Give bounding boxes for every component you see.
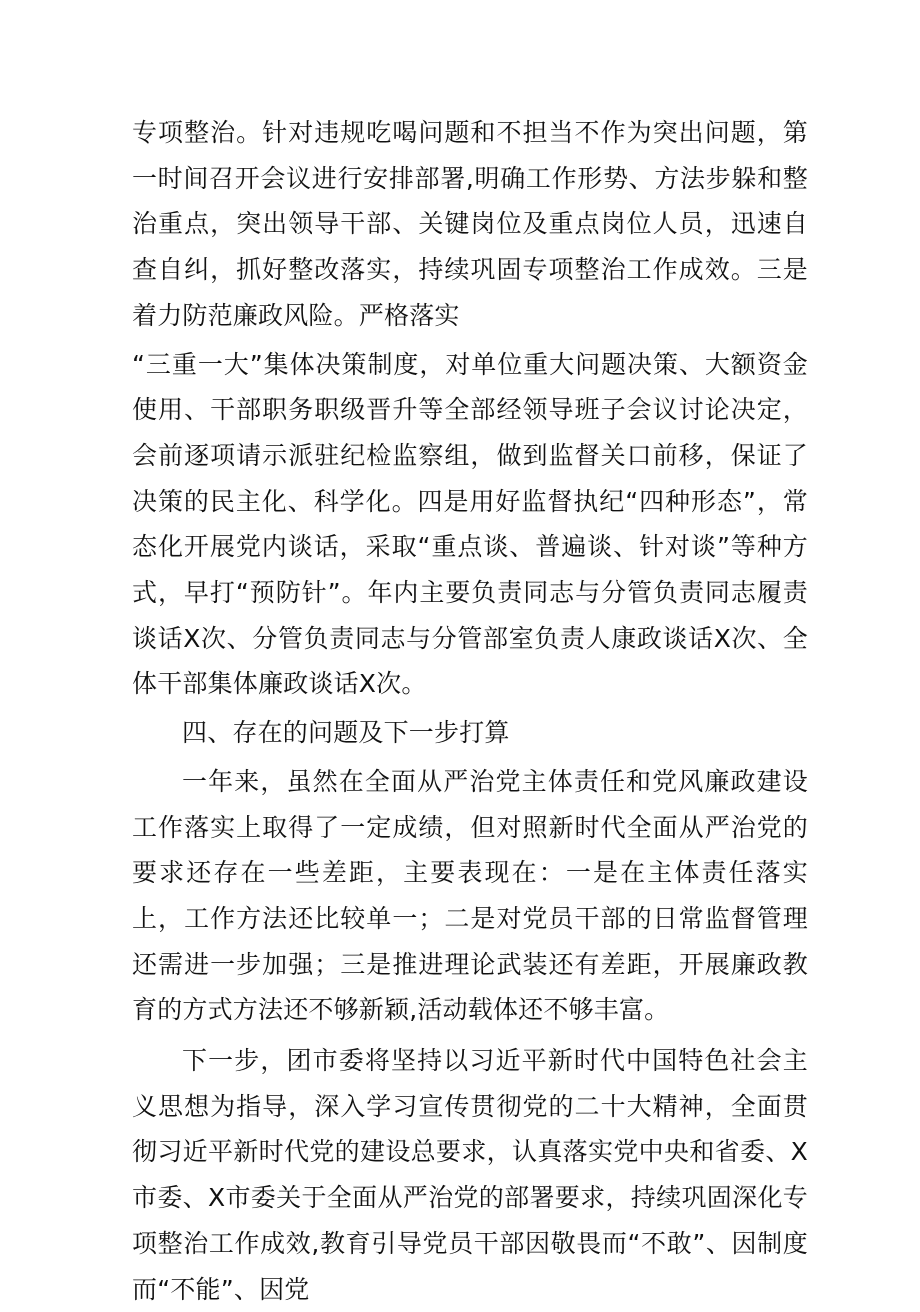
paragraph-decision-system: “三重一大”集体决策制度，对单位重大问题决策、大额资金使用、干部职务职级晋升等全部经领导班子会议讨论决定，会前逐项请示派驻纪检监察组，做到监督关口前移，保证了决策的民主化、科学化。四是用好监督执纪“四种形态”，常态化开展党内谈话，采取“重点谈、普遍谈、针对谈”等种方式，早打“预防针”。年内主要负责同志与分管负责同志履责谈话X次、分管负责同志与分管部室负责人康政谈话X次、全体干部集体廉政谈话X次。 bbox=[132, 349, 808, 699]
document-body bbox=[132, 110, 808, 1312]
section-heading-problems-and-plans: 四、存在的问题及下一步打算 bbox=[182, 718, 510, 748]
paragraph-special-rectification: 专项整治。针对违规吃喝问题和不担当不作为突出问题，第一时间召开会议进行安排部署,明确工作形势、方法步躲和整治重点，突出领导干部、关键岗位及重点岗位人员，迅速自查自纠，抓好整改落实，持续巩固专项整治工作成效。三是着力防范廉政风险。严格落实 bbox=[132, 118, 808, 330]
paragraph-next-steps: 下一步，团市委将坚持以习近平新时代中国特色社会主义思想为指导，深入学习宣传贯彻党的二十大精神，全面贯彻习近平新时代党的建设总要求，认真落实党中央和省委、X市委、X市委关于全面从严治党的部署要求，持续巩固深化专项整治工作成效,教育引导党员干部因敬畏而“不敢”、因制度而“不能”、因党 bbox=[132, 1046, 808, 1304]
paragraph-existing-problems: 一年来，虽然在全面从严治党主体责任和党风廉政建设工作落实上取得了一定成绩，但对照新时代全面从严治党的要求还存在一些差距，主要表现在：一是在主体责任落实上，工作方法还比较单一；二是对党员干部的日常监督管理还需进一步加强；三是推进理论武装还有差距，开展廉政教育的方式方法还不够新颖,活动载体还不够丰富。 bbox=[132, 766, 808, 1025]
